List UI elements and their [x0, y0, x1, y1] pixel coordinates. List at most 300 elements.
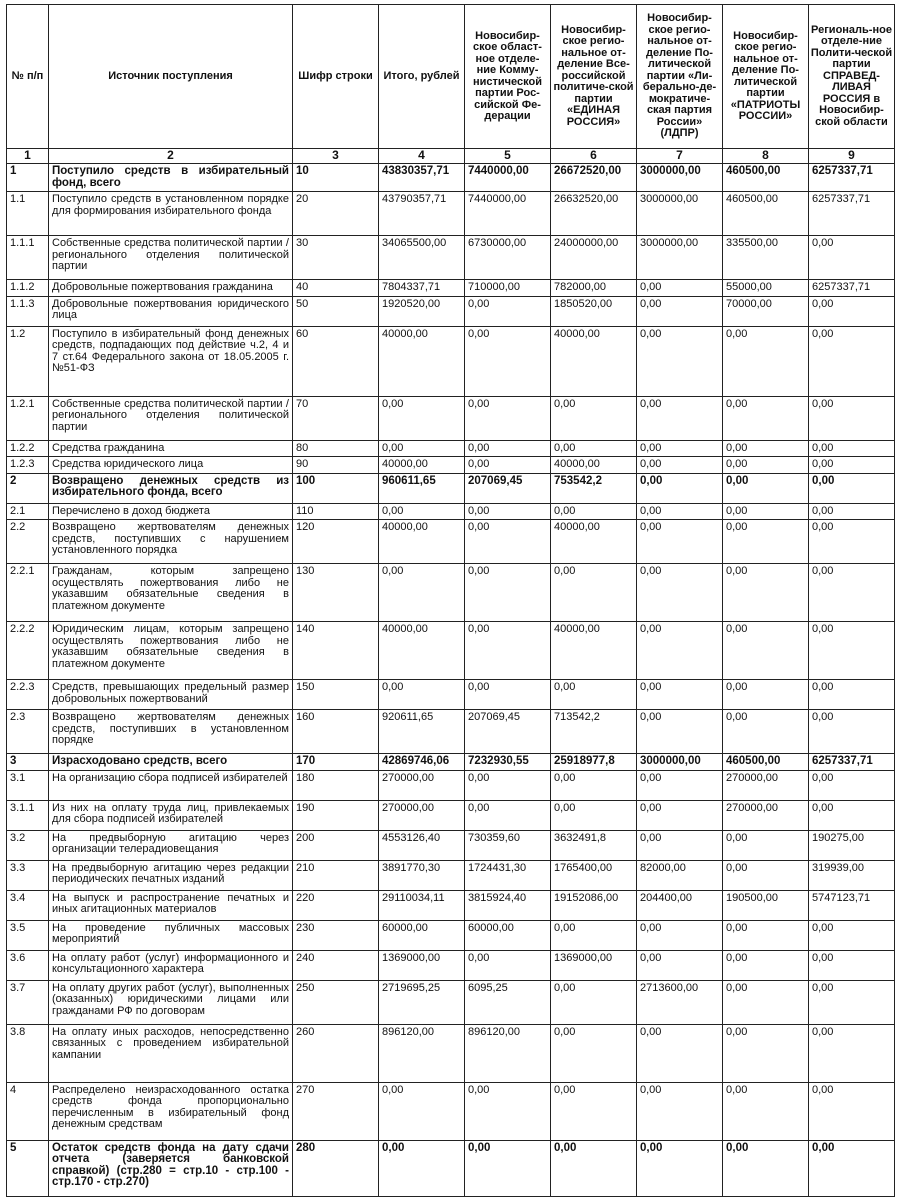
row-fair-russia-value: 0,00: [809, 564, 895, 622]
row-ldpr-value: 3000000,00: [637, 236, 723, 280]
row-line-code: 10: [293, 164, 379, 192]
row-source: На выпуск и распространение печатных и иных агитационных материалов: [49, 890, 293, 920]
row-total: 0,00: [379, 503, 465, 520]
row-total: 7804337,71: [379, 280, 465, 297]
row-kprf-value: 0,00: [465, 1082, 551, 1140]
row-line-code: 150: [293, 680, 379, 710]
row-fair-russia-value: 0,00: [809, 920, 895, 950]
row-fair-russia-value: 0,00: [809, 950, 895, 980]
row-line-code: 260: [293, 1024, 379, 1082]
row-source: Поступило средств в избирательный фонд, всего: [49, 164, 293, 192]
row-united-russia-value: 1850520,00: [551, 296, 637, 326]
row-number: 2.2.1: [7, 564, 49, 622]
row-fair-russia-value: 5747123,71: [809, 890, 895, 920]
table-row: [7, 800, 895, 830]
row-number: 1: [7, 164, 49, 192]
row-number: 3.7: [7, 980, 49, 1024]
row-total: 270000,00: [379, 770, 465, 800]
row-patriots-value: 0,00: [723, 473, 809, 503]
row-fair-russia-value: 0,00: [809, 710, 895, 754]
row-number: 3.5: [7, 920, 49, 950]
column-number: 2: [49, 149, 293, 164]
row-source: Поступило в избирательный фонд денежных средств, подпадающих под действие ч.2, 4 и 7 ст.64 Федерального закона от 18.05.2005 г. №51-ФЗ: [49, 326, 293, 396]
row-source: Гражданам, которым запрещено осуществлять пожертвования либо не указавшим обязательные сведения в платежном документе: [49, 564, 293, 622]
row-kprf-value: 0,00: [465, 680, 551, 710]
row-number: 2.1: [7, 503, 49, 520]
row-patriots-value: 0,00: [723, 440, 809, 457]
row-total: 43830357,71: [379, 164, 465, 192]
row-number: 4: [7, 1082, 49, 1140]
row-ldpr-value: 0,00: [637, 280, 723, 297]
table-row: [7, 980, 895, 1024]
row-total: 34065500,00: [379, 236, 465, 280]
row-patriots-value: 0,00: [723, 520, 809, 564]
row-patriots-value: 0,00: [723, 457, 809, 474]
header-ldpr: Новосибир-ское регио-нальное от-деление По-литической партии «Ли-берально-де-мократиче-ская партия России» (ЛДПР): [637, 5, 723, 149]
row-ldpr-value: 0,00: [637, 326, 723, 396]
row-line-code: 40: [293, 280, 379, 297]
row-line-code: 160: [293, 710, 379, 754]
row-ldpr-value: 0,00: [637, 920, 723, 950]
row-patriots-value: 0,00: [723, 710, 809, 754]
row-source: Возвращено денежных средств из избирательного фонда, всего: [49, 473, 293, 503]
table-row: [7, 280, 895, 297]
row-kprf-value: 7232930,55: [465, 754, 551, 771]
row-line-code: 270: [293, 1082, 379, 1140]
row-fair-russia-value: 0,00: [809, 326, 895, 396]
row-patriots-value: 460500,00: [723, 192, 809, 236]
row-kprf-value: 7440000,00: [465, 164, 551, 192]
column-number: 5: [465, 149, 551, 164]
row-kprf-value: 0,00: [465, 326, 551, 396]
row-line-code: 50: [293, 296, 379, 326]
row-united-russia-value: 40000,00: [551, 326, 637, 396]
row-line-code: 110: [293, 503, 379, 520]
row-fair-russia-value: 0,00: [809, 1082, 895, 1140]
header-united-russia: Новосибир-ское регио-нальное от-деление Все-российской политиче-ской партии «ЕДИНАЯ РОССИЯ»: [551, 5, 637, 149]
row-kprf-value: 0,00: [465, 800, 551, 830]
row-ldpr-value: 0,00: [637, 396, 723, 440]
row-fair-russia-value: 6257337,71: [809, 754, 895, 771]
row-source: На предвыборную агитацию через редакции периодических печатных изданий: [49, 860, 293, 890]
table-row: [7, 1140, 895, 1196]
row-united-russia-value: 40000,00: [551, 520, 637, 564]
row-ldpr-value: 0,00: [637, 520, 723, 564]
table-row: [7, 503, 895, 520]
row-fair-russia-value: 0,00: [809, 457, 895, 474]
row-number: 1.2.2: [7, 440, 49, 457]
row-source: Средства гражданина: [49, 440, 293, 457]
header-kprf: Новосибир-ское област-ное отделе-ние Комму-нистической партии Рос-сийской Фе-дерации: [465, 5, 551, 149]
row-fair-russia-value: 0,00: [809, 770, 895, 800]
row-fair-russia-value: 6257337,71: [809, 164, 895, 192]
row-kprf-value: 0,00: [465, 296, 551, 326]
column-number: 6: [551, 149, 637, 164]
row-ldpr-value: 82000,00: [637, 860, 723, 890]
row-line-code: 230: [293, 920, 379, 950]
header-patriots: Новосибир-ское регио-нальное от-деление По-литической партии «ПАТРИОТЫ РОССИИ»: [723, 5, 809, 149]
row-kprf-value: 0,00: [465, 950, 551, 980]
row-ldpr-value: 0,00: [637, 296, 723, 326]
row-united-russia-value: 713542,2: [551, 710, 637, 754]
table-row: [7, 192, 895, 236]
row-united-russia-value: 1369000,00: [551, 950, 637, 980]
row-total: 43790357,71: [379, 192, 465, 236]
row-kprf-value: 1724431,30: [465, 860, 551, 890]
row-patriots-value: 270000,00: [723, 770, 809, 800]
row-source: На предвыборную агитацию через организации телерадиовещания: [49, 830, 293, 860]
header-number: № п/п: [7, 5, 49, 149]
row-number: 3.3: [7, 860, 49, 890]
row-united-russia-value: 0,00: [551, 1140, 637, 1196]
row-number: 3: [7, 754, 49, 771]
row-source: Собственные средства политической партии / регионального отделения политической партии: [49, 236, 293, 280]
row-kprf-value: 0,00: [465, 1140, 551, 1196]
row-total: 40000,00: [379, 457, 465, 474]
row-line-code: 60: [293, 326, 379, 396]
row-line-code: 140: [293, 622, 379, 680]
column-number-row: [7, 149, 895, 164]
row-total: 0,00: [379, 680, 465, 710]
row-line-code: 20: [293, 192, 379, 236]
table-row: [7, 830, 895, 860]
row-source: Добровольные пожертвования гражданина: [49, 280, 293, 297]
column-number: 4: [379, 149, 465, 164]
row-total: 1920520,00: [379, 296, 465, 326]
row-kprf-value: 6730000,00: [465, 236, 551, 280]
row-kprf-value: 6095,25: [465, 980, 551, 1024]
row-number: 1.1.3: [7, 296, 49, 326]
row-patriots-value: 0,00: [723, 1024, 809, 1082]
row-fair-russia-value: 0,00: [809, 396, 895, 440]
row-total: 896120,00: [379, 1024, 465, 1082]
row-total: 42869746,06: [379, 754, 465, 771]
row-line-code: 90: [293, 457, 379, 474]
row-ldpr-value: 0,00: [637, 800, 723, 830]
row-source: Возвращено жертвователям денежных средств, поступивших с нарушением установленного порядка: [49, 520, 293, 564]
row-united-russia-value: 782000,00: [551, 280, 637, 297]
row-source: На оплату работ (услуг) информационного и консультационного характера: [49, 950, 293, 980]
row-ldpr-value: 0,00: [637, 710, 723, 754]
row-patriots-value: 0,00: [723, 920, 809, 950]
table-row: [7, 457, 895, 474]
row-ldpr-value: 0,00: [637, 564, 723, 622]
row-source: На проведение публичных массовых мероприятий: [49, 920, 293, 950]
row-patriots-value: 0,00: [723, 950, 809, 980]
column-number: 7: [637, 149, 723, 164]
row-source: Израсходовано средств, всего: [49, 754, 293, 771]
row-patriots-value: 0,00: [723, 503, 809, 520]
row-ldpr-value: 3000000,00: [637, 192, 723, 236]
table-row: [7, 520, 895, 564]
row-number: 3.4: [7, 890, 49, 920]
table-row: [7, 950, 895, 980]
row-fair-russia-value: 0,00: [809, 622, 895, 680]
row-patriots-value: 70000,00: [723, 296, 809, 326]
row-fair-russia-value: 0,00: [809, 520, 895, 564]
financial-report-table: [6, 4, 895, 1197]
row-number: 1.1.1: [7, 236, 49, 280]
row-total: 40000,00: [379, 622, 465, 680]
table-row: [7, 622, 895, 680]
row-kprf-value: 0,00: [465, 564, 551, 622]
row-total: 1369000,00: [379, 950, 465, 980]
row-ldpr-value: 204400,00: [637, 890, 723, 920]
table-row: [7, 754, 895, 771]
row-patriots-value: 0,00: [723, 1082, 809, 1140]
row-united-russia-value: 0,00: [551, 564, 637, 622]
row-united-russia-value: 24000000,00: [551, 236, 637, 280]
row-number: 3.6: [7, 950, 49, 980]
row-united-russia-value: 0,00: [551, 680, 637, 710]
row-united-russia-value: 40000,00: [551, 457, 637, 474]
column-number: 8: [723, 149, 809, 164]
row-total: 960611,65: [379, 473, 465, 503]
row-total: 0,00: [379, 396, 465, 440]
row-united-russia-value: 26632520,00: [551, 192, 637, 236]
row-source: Средств, превышающих предельный размер добровольных пожертвований: [49, 680, 293, 710]
row-kprf-value: 0,00: [465, 503, 551, 520]
row-fair-russia-value: 6257337,71: [809, 280, 895, 297]
column-number: 1: [7, 149, 49, 164]
row-source: Распределено неизрасходованного остатка средств фонда пропорционально перечисленным в избирательный фонд денежным средствам: [49, 1082, 293, 1140]
row-ldpr-value: 0,00: [637, 1024, 723, 1082]
row-total: 270000,00: [379, 800, 465, 830]
header-fair-russia: Региональ-ное отделе-ние Полити-ческой партии СПРАВЕД-ЛИВАЯ РОССИЯ в Новосибир-ской области: [809, 5, 895, 149]
row-ldpr-value: 3000000,00: [637, 754, 723, 771]
row-number: 1.2.3: [7, 457, 49, 474]
row-patriots-value: 0,00: [723, 326, 809, 396]
row-total: 0,00: [379, 1082, 465, 1140]
row-source: Собственные средства политической партии / регионального отделения политической партии: [49, 396, 293, 440]
row-total: 60000,00: [379, 920, 465, 950]
row-kprf-value: 7440000,00: [465, 192, 551, 236]
header-line-code: Шифр строки: [293, 5, 379, 149]
row-source: Добровольные пожертвования юридического лица: [49, 296, 293, 326]
row-fair-russia-value: 0,00: [809, 800, 895, 830]
row-source: Из них на оплату труда лиц, привлекаемых для сбора подписей избирателей: [49, 800, 293, 830]
row-source: На оплату иных расходов, непосредственно связанных с проведением избирательной кампании: [49, 1024, 293, 1082]
row-source: Поступило средств в установленном порядке для формирования избирательного фонда: [49, 192, 293, 236]
row-ldpr-value: 0,00: [637, 1082, 723, 1140]
row-number: 1.1.2: [7, 280, 49, 297]
table-row: [7, 440, 895, 457]
row-patriots-value: 0,00: [723, 860, 809, 890]
row-total: 40000,00: [379, 326, 465, 396]
row-patriots-value: 0,00: [723, 396, 809, 440]
row-fair-russia-value: 0,00: [809, 503, 895, 520]
row-line-code: 120: [293, 520, 379, 564]
row-fair-russia-value: 6257337,71: [809, 192, 895, 236]
row-source: Средства юридического лица: [49, 457, 293, 474]
row-patriots-value: 55000,00: [723, 280, 809, 297]
row-line-code: 240: [293, 950, 379, 980]
row-patriots-value: 0,00: [723, 564, 809, 622]
row-united-russia-value: 3632491,8: [551, 830, 637, 860]
table-row: [7, 473, 895, 503]
row-number: 1.2.1: [7, 396, 49, 440]
row-kprf-value: 0,00: [465, 440, 551, 457]
table-row: [7, 326, 895, 396]
row-line-code: 250: [293, 980, 379, 1024]
header-row: [7, 5, 895, 149]
row-total: 2719695,25: [379, 980, 465, 1024]
row-patriots-value: 0,00: [723, 680, 809, 710]
row-line-code: 190: [293, 800, 379, 830]
row-total: 920611,65: [379, 710, 465, 754]
row-ldpr-value: 0,00: [637, 440, 723, 457]
row-fair-russia-value: 319939,00: [809, 860, 895, 890]
row-line-code: 80: [293, 440, 379, 457]
table-row: [7, 710, 895, 754]
table-row: [7, 164, 895, 192]
row-line-code: 220: [293, 890, 379, 920]
row-line-code: 130: [293, 564, 379, 622]
row-line-code: 180: [293, 770, 379, 800]
row-total: 29110034,11: [379, 890, 465, 920]
row-patriots-value: 0,00: [723, 980, 809, 1024]
row-patriots-value: 0,00: [723, 1140, 809, 1196]
row-ldpr-value: 0,00: [637, 950, 723, 980]
row-kprf-value: 896120,00: [465, 1024, 551, 1082]
table-row: [7, 890, 895, 920]
row-kprf-value: 3815924,40: [465, 890, 551, 920]
row-total: 0,00: [379, 564, 465, 622]
row-united-russia-value: 19152086,00: [551, 890, 637, 920]
table-row: [7, 564, 895, 622]
table-body: [7, 164, 895, 1197]
row-united-russia-value: 0,00: [551, 1082, 637, 1140]
row-number: 1.2: [7, 326, 49, 396]
row-united-russia-value: 25918977,8: [551, 754, 637, 771]
row-kprf-value: 710000,00: [465, 280, 551, 297]
row-total: 4553126,40: [379, 830, 465, 860]
row-ldpr-value: 0,00: [637, 622, 723, 680]
row-line-code: 170: [293, 754, 379, 771]
table-row: [7, 236, 895, 280]
row-patriots-value: 335500,00: [723, 236, 809, 280]
row-kprf-value: 0,00: [465, 622, 551, 680]
row-united-russia-value: 0,00: [551, 980, 637, 1024]
row-fair-russia-value: 0,00: [809, 296, 895, 326]
row-patriots-value: 190500,00: [723, 890, 809, 920]
row-fair-russia-value: 190275,00: [809, 830, 895, 860]
row-patriots-value: 0,00: [723, 830, 809, 860]
table-row: [7, 920, 895, 950]
row-ldpr-value: 0,00: [637, 830, 723, 860]
row-fair-russia-value: 0,00: [809, 980, 895, 1024]
row-total: 0,00: [379, 440, 465, 457]
table-row: [7, 296, 895, 326]
row-kprf-value: 0,00: [465, 457, 551, 474]
row-source: Юридическим лицам, которым запрещено осуществлять пожертвования либо не указавшим обязательные сведения в платежном документе: [49, 622, 293, 680]
row-source: На организацию сбора подписей избирателей: [49, 770, 293, 800]
row-ldpr-value: 0,00: [637, 473, 723, 503]
row-patriots-value: 460500,00: [723, 164, 809, 192]
row-ldpr-value: 0,00: [637, 770, 723, 800]
row-line-code: 100: [293, 473, 379, 503]
row-kprf-value: 0,00: [465, 396, 551, 440]
row-number: 2: [7, 473, 49, 503]
row-united-russia-value: 0,00: [551, 920, 637, 950]
row-fair-russia-value: 0,00: [809, 473, 895, 503]
row-number: 2.2: [7, 520, 49, 564]
row-total: 40000,00: [379, 520, 465, 564]
row-line-code: 200: [293, 830, 379, 860]
row-source: Возвращено жертвователям денежных средств, поступивших в установленном порядке: [49, 710, 293, 754]
row-united-russia-value: 26672520,00: [551, 164, 637, 192]
row-source: Остаток средств фонда на дату сдачи отчета (заверяется банковской справкой) (стр.280 = стр.10 - стр.100 - стр.170 - стр.270): [49, 1140, 293, 1196]
row-united-russia-value: 0,00: [551, 770, 637, 800]
row-ldpr-value: 2713600,00: [637, 980, 723, 1024]
row-patriots-value: 460500,00: [723, 754, 809, 771]
row-ldpr-value: 3000000,00: [637, 164, 723, 192]
row-kprf-value: 207069,45: [465, 473, 551, 503]
row-fair-russia-value: 0,00: [809, 680, 895, 710]
table-row: [7, 860, 895, 890]
row-united-russia-value: 0,00: [551, 396, 637, 440]
column-number: 9: [809, 149, 895, 164]
row-line-code: 30: [293, 236, 379, 280]
row-kprf-value: 60000,00: [465, 920, 551, 950]
table-row: [7, 680, 895, 710]
row-number: 3.2: [7, 830, 49, 860]
row-ldpr-value: 0,00: [637, 503, 723, 520]
table-row: [7, 396, 895, 440]
row-united-russia-value: 0,00: [551, 1024, 637, 1082]
row-kprf-value: 730359,60: [465, 830, 551, 860]
row-line-code: 280: [293, 1140, 379, 1196]
row-number: 3.1.1: [7, 800, 49, 830]
row-ldpr-value: 0,00: [637, 457, 723, 474]
row-united-russia-value: 0,00: [551, 503, 637, 520]
row-fair-russia-value: 0,00: [809, 236, 895, 280]
row-total: 0,00: [379, 1140, 465, 1196]
row-united-russia-value: 753542,2: [551, 473, 637, 503]
row-kprf-value: 0,00: [465, 520, 551, 564]
row-kprf-value: 0,00: [465, 770, 551, 800]
row-united-russia-value: 0,00: [551, 440, 637, 457]
row-total: 3891770,30: [379, 860, 465, 890]
row-number: 5: [7, 1140, 49, 1196]
row-fair-russia-value: 0,00: [809, 1140, 895, 1196]
row-number: 3.1: [7, 770, 49, 800]
row-number: 2.2.2: [7, 622, 49, 680]
header-total: Итого, рублей: [379, 5, 465, 149]
row-united-russia-value: 1765400,00: [551, 860, 637, 890]
row-patriots-value: 0,00: [723, 622, 809, 680]
row-united-russia-value: 40000,00: [551, 622, 637, 680]
row-kprf-value: 207069,45: [465, 710, 551, 754]
row-number: 2.2.3: [7, 680, 49, 710]
row-patriots-value: 270000,00: [723, 800, 809, 830]
row-united-russia-value: 0,00: [551, 800, 637, 830]
row-source: На оплату других работ (услуг), выполненных (оказанных) юридическими лицами или гражданами РФ по договорам: [49, 980, 293, 1024]
row-source: Перечислено в доход бюджета: [49, 503, 293, 520]
row-ldpr-value: 0,00: [637, 680, 723, 710]
row-fair-russia-value: 0,00: [809, 440, 895, 457]
row-line-code: 210: [293, 860, 379, 890]
row-number: 1.1: [7, 192, 49, 236]
row-ldpr-value: 0,00: [637, 1140, 723, 1196]
header-source: Источник поступления: [49, 5, 293, 149]
table-row: [7, 1024, 895, 1082]
table-row: [7, 1082, 895, 1140]
row-number: 3.8: [7, 1024, 49, 1082]
row-fair-russia-value: 0,00: [809, 1024, 895, 1082]
column-number: 3: [293, 149, 379, 164]
row-number: 2.3: [7, 710, 49, 754]
